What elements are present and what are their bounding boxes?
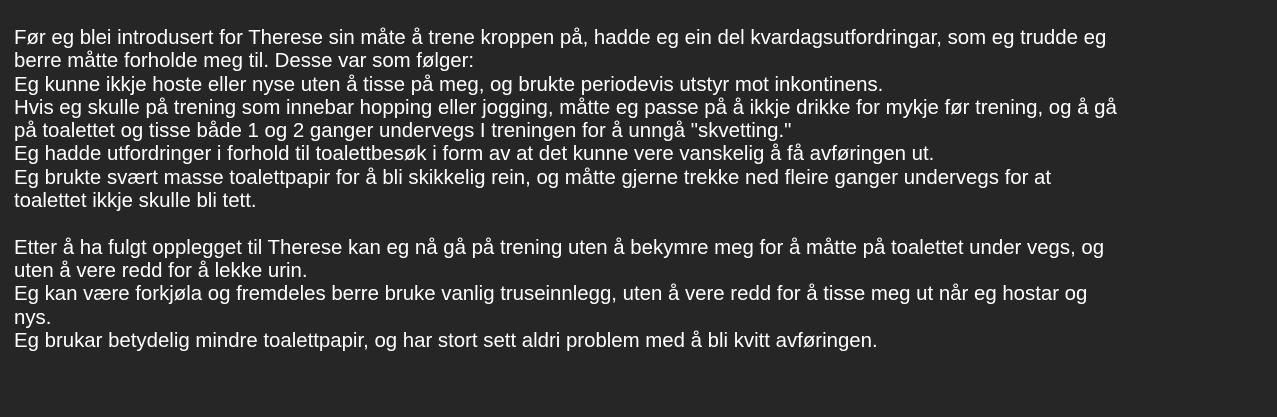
text-line: berre måtte forholde meg til. Desse var som følger: — [14, 50, 475, 73]
text-line: Før eg blei introdusert for Therese sin måte å trene kroppen på, hadde eg ein del kvardagsutfordringar, som eg trudde eg — [14, 27, 1107, 49]
text-line: Etter å ha fulgt opplegget til Therese kan eg nå gå på trening uten å bekymre meg for å måtte på toalettet under vegs, og — [14, 236, 1105, 259]
text-line: toalettet ikkje skulle bli tett. — [14, 190, 257, 213]
text-line: Eg kan være forkjøla og fremdeles berre bruke vanlig truseinnlegg, uten å vere redd for å tisse meg ut når eg hostar og — [14, 283, 1088, 306]
text-line: på toalettet og tisse både 1 og 2 ganger undervegs I treningen for å unngå "skvetting." — [14, 120, 792, 143]
text-line: Eg kunne ikkje hoste eller nyse uten å tisse på meg, og brukte periodevis utstyr mot inkontinens. — [14, 73, 884, 96]
text-line: Eg brukte svært masse toalettpapir for å bli skikkelig rein, og måtte gjerne trekke ned fleire ganger undervegs for at — [14, 166, 1052, 189]
text-line: nys. — [14, 306, 52, 329]
paragraph-before — [14, 27, 1263, 213]
text-line: Hvis eg skulle på trening som innebar hopping eller jogging, måtte eg passe på å ikkje drikke for mykje før trening, og å gå — [14, 96, 1117, 119]
paragraph-after — [14, 237, 1263, 353]
text-line: uten å vere redd for å lekke urin. — [14, 259, 308, 282]
paragraph-spacer — [14, 213, 1263, 236]
text-line: Eg hadde utfordringer i forhold til toalettbesøk i form av at det kunne vere vanskelig å få avføringen ut. — [14, 143, 935, 166]
text-line: Eg brukar betydelig mindre toalettpapir, og har stort sett aldri problem med å bli kvitt avføringen. — [14, 329, 878, 352]
